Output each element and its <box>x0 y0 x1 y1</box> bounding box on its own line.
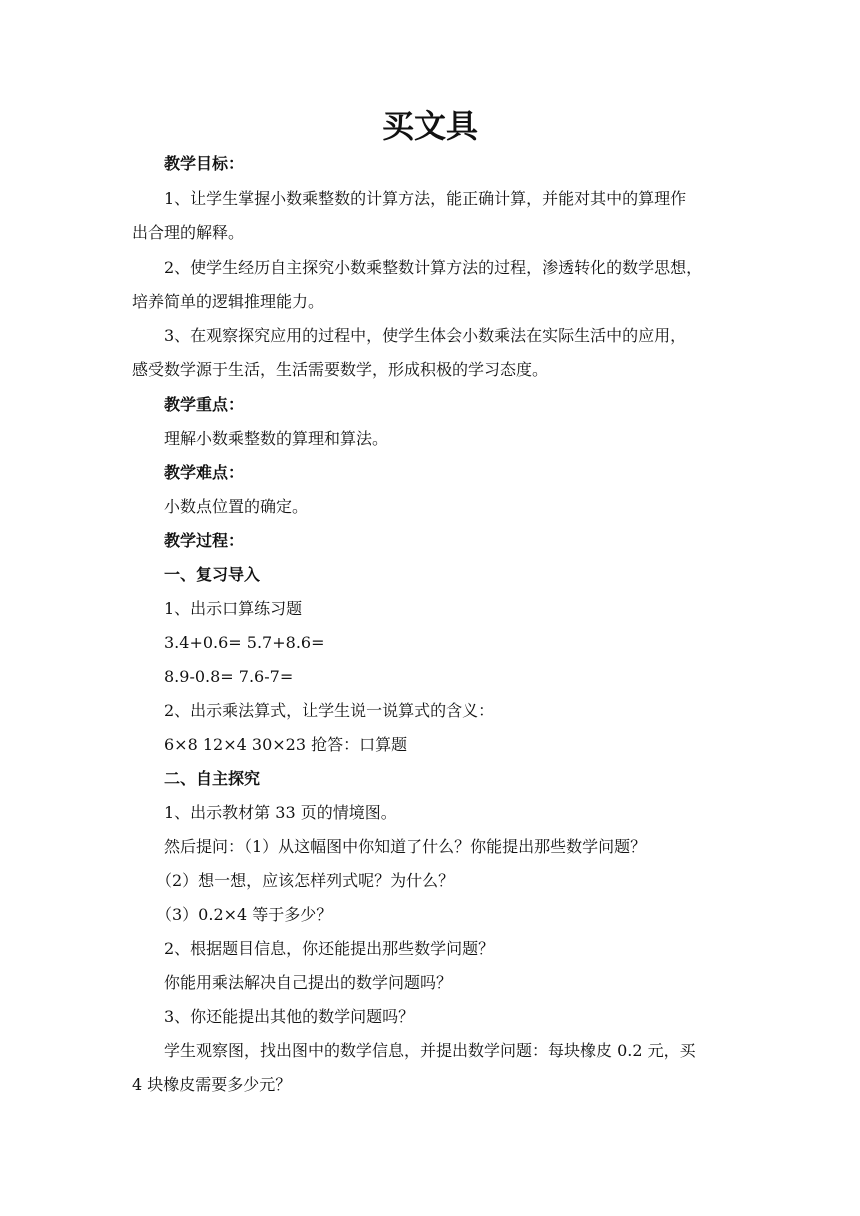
paragraph-line: 2、使学生经历自主探究小数乘整数计算方法的过程，渗透转化的数学思想， <box>164 258 703 277</box>
paragraph-line: （3）0.2×4 等于多少？ <box>156 905 333 924</box>
paragraph-line: 1、出示口算练习题 <box>164 599 303 618</box>
paragraph-line: 2、出示乘法算式，让学生说一说算式的含义： <box>164 701 495 720</box>
heading-difficulties: 教学难点： <box>164 463 245 482</box>
section-heading-explore: 二、自主探究 <box>164 769 261 788</box>
paragraph-line: 出合理的解释。 <box>132 223 245 242</box>
paragraph-line: 3、你还能提出其他的数学问题吗？ <box>164 1007 415 1026</box>
paragraph-line: （2）想一想，应该怎样列式呢？为什么？ <box>156 871 455 890</box>
paragraph-line: 你能用乘法解决自己提出的数学问题吗？ <box>164 973 453 992</box>
paragraph-line: 然后提问：（1）从这幅图中你知道了什么？你能提出那些数学问题？ <box>164 837 647 856</box>
paragraph-line: 理解小数乘整数的算理和算法。 <box>164 429 389 448</box>
math-exercise-line: 6×8 12×4 30×23 抢答：口算题 <box>164 735 408 754</box>
paragraph-line: 1、出示教材第 33 页的情境图。 <box>164 803 397 822</box>
math-exercise-line: 3.4+0.6= 5.7+8.6= <box>164 633 325 652</box>
heading-process: 教学过程： <box>164 531 245 550</box>
paragraph-line: 1、让学生掌握小数乘整数的计算方法，能正确计算，并能对其中的算理作 <box>164 189 687 208</box>
paragraph-line: 3、在观察探究应用的过程中，使学生体会小数乘法在实际生活中的应用， <box>164 326 687 345</box>
paragraph-line: 学生观察图，找出图中的数学信息，并提出数学问题：每块橡皮 0.2 元，买 <box>164 1041 696 1060</box>
paragraph-line: 小数点位置的确定。 <box>164 497 309 516</box>
document-title: 买文具 <box>381 107 478 145</box>
paragraph-line: 4 块橡皮需要多少元？ <box>132 1075 292 1094</box>
math-exercise-line: 8.9-0.8= 7.6-7= <box>164 667 294 686</box>
paragraph-line: 培养简单的逻辑推理能力。 <box>132 292 325 311</box>
heading-objectives: 教学目标： <box>164 154 245 173</box>
paragraph-line: 感受数学源于生活，生活需要数学，形成积极的学习态度。 <box>132 360 549 379</box>
section-heading-review: 一、复习导入 <box>164 565 261 584</box>
heading-key-points: 教学重点： <box>164 395 245 414</box>
paragraph-line: 2、根据题目信息，你还能提出那些数学问题？ <box>164 939 495 958</box>
